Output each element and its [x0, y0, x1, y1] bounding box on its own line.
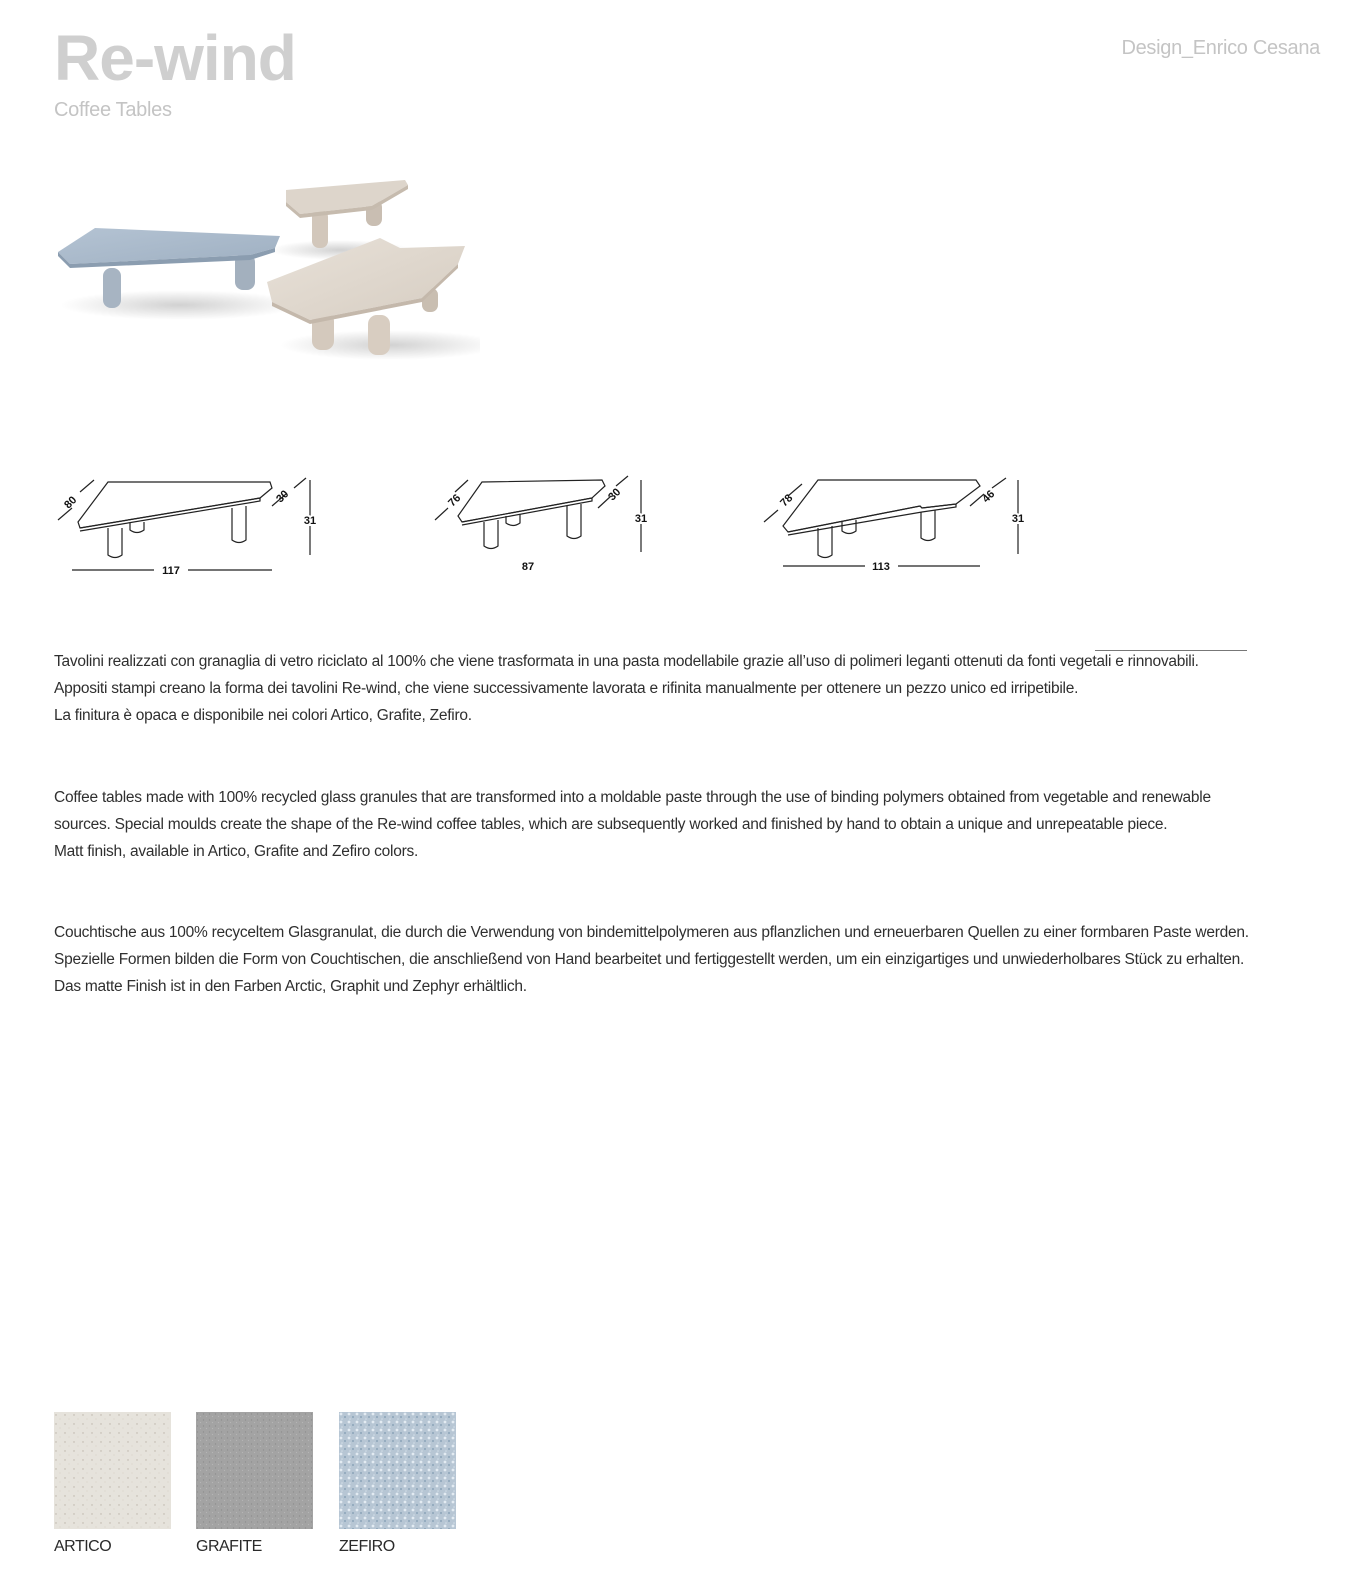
description-german [54, 919, 1314, 1000]
swatch-label-grafite: GRAFITE [196, 1538, 262, 1555]
description-german-line: Couchtische aus 100% recyceltem Glasgranulat, die durch die Verwendung von bindemittelpolymeren aus pflanzlichen und erneuerbaren Quellen zu einer formbaren Paste werden. [54, 924, 1249, 941]
description-german-line: Spezielle Formen bilden die Form von Couchtischen, die anschließend von Hand bearbeitet und fertiggestellt werden, um ein einzigartiges und unwiederholbares Stück zu erhalten. [54, 951, 1245, 968]
description-english-line: sources. Special moulds create the shape of the Re-wind coffee tables, which are subsequently worked and finished by hand to obtain a unique and unrepeatable piece. [54, 816, 1168, 833]
drawing-1-side: 30 [274, 488, 292, 506]
swatch-label-artico: ARTICO [54, 1538, 112, 1555]
drawing-3-width: 113 [872, 561, 890, 573]
product-subtitle: Coffee Tables [54, 99, 172, 121]
description-german-line: Das matte Finish ist in den Farben Arctic, Graphit und Zephyr erhältlich. [54, 978, 527, 995]
dimension-drawing-2 [435, 476, 641, 552]
swatch-artico [54, 1412, 171, 1529]
description-english [54, 784, 1314, 865]
dimension-drawing-1 [58, 478, 310, 570]
description-italian-line: Appositi stampi creano la forma dei tavolini Re-wind, che viene successivamente lavorata e rifinita manualmente per ottenere un pezzo unico ed irripetibile. [54, 680, 1079, 697]
drawing-1-width: 117 [162, 565, 180, 577]
drawing-2-side: 30 [606, 486, 624, 504]
designer-credit: Design_Enrico Cesana [1121, 37, 1320, 59]
drawing-1-depth: 80 [62, 494, 80, 512]
drawing-2-width: 87 [521, 561, 535, 573]
swatch-label-zefiro: ZEFIRO [339, 1538, 395, 1555]
product-photo [50, 170, 480, 410]
dimension-drawing-3 [764, 478, 1018, 566]
drawing-3-height: 31 [1011, 513, 1025, 525]
swatch-zefiro [339, 1412, 456, 1529]
swatch-grafite [196, 1412, 313, 1529]
drawing-2-height: 31 [634, 513, 648, 525]
description-italian-line: Tavolini realizzati con granaglia di vetro riciclato al 100% che viene trasformata in una pasta modellabile grazie all’uso di polimeri leganti ottenuti da fonti vegetali e rinnovabili. [54, 653, 1199, 670]
drawing-2-depth: 76 [446, 492, 464, 510]
drawing-3-side: 46 [980, 488, 998, 506]
description-italian [54, 648, 1314, 729]
dimension-drawings [50, 470, 1050, 590]
drawing-1-height: 31 [303, 515, 317, 527]
description-english-line: Matt finish, available in Artico, Grafite and Zefiro colors. [54, 843, 419, 860]
product-title: Re-wind [54, 22, 296, 94]
description-italian-line: La finitura è opaca e disponibile nei colori Artico, Grafite, Zefiro. [54, 707, 472, 724]
description-english-line: Coffee tables made with 100% recycled glass granules that are transformed into a moldable paste through the use of binding polymers obtained from vegetable and renewable [54, 789, 1211, 806]
drawing-3-depth: 78 [778, 492, 796, 510]
